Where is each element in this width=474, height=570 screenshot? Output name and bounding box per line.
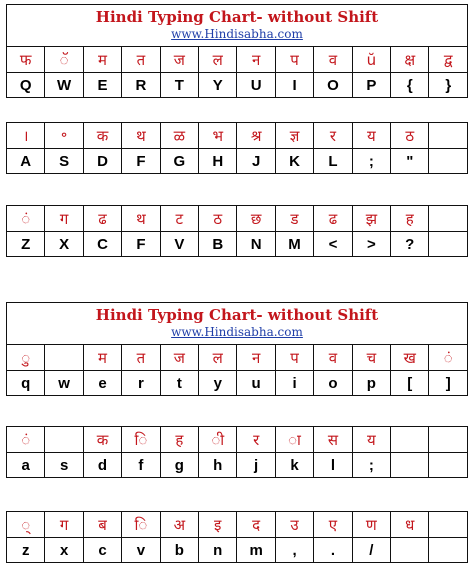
hindi-char-cell: द्व [429,47,468,73]
key-cell: W [45,73,83,98]
key-cell: Y [199,73,237,98]
hindi-char-cell [429,512,468,538]
key-cell: J [237,149,275,174]
key-cell: H [199,149,237,174]
hindi-char-cell: य [352,427,390,453]
key-cell: C [83,232,121,257]
hindi-char-cell [45,345,83,371]
hindi-char-cell: ख [391,345,429,371]
key-cell: X [45,232,83,257]
hindi-char-cell: ग [45,512,83,538]
key-cell: M [275,232,313,257]
key-cell: v [122,538,160,563]
key-cell: s [45,453,83,478]
hindi-char-cell: ण [352,512,390,538]
hindi-char-cell: ए [314,512,352,538]
chart-2-block-1 [6,344,468,396]
key-cell: Z [7,232,45,257]
hindi-char-cell: थ [122,206,160,232]
hindi-char-cell [45,427,83,453]
hindi-char-cell: ब [83,512,121,538]
key-cell: E [83,73,121,98]
hindi-char-cell: म [83,345,121,371]
key-cell: V [160,232,198,257]
hindi-char-cell: उ [275,512,313,538]
key-cell: n [199,538,237,563]
key-cell: T [160,73,198,98]
key-cell: S [45,149,83,174]
key-cell: N [237,232,275,257]
hindi-char-cell: म [83,47,121,73]
chart-1-header [6,4,468,46]
key-cell: g [160,453,198,478]
hindi-char-cell: ध [391,512,429,538]
key-cell: t [160,371,198,396]
key-cell: d [83,453,121,478]
hindi-char-cell: त [122,47,160,73]
key-cell: m [237,538,275,563]
hindi-char-cell: स [314,427,352,453]
key-cell: F [122,149,160,174]
key-cell [429,232,468,257]
chart-1-block-2 [6,122,468,174]
key-row [7,371,468,396]
hindi-char-cell: य [352,123,390,149]
hindi-char-cell: ॅ [45,47,83,73]
key-cell: ? [391,232,429,257]
hindi-char-cell: ट [160,206,198,232]
key-cell: D [83,149,121,174]
hindi-char-cell: र [314,123,352,149]
key-cell: > [352,232,390,257]
chart-2-title: Hindi Typing Chart- without Shift [95,306,379,324]
hindi-char-cell: ड [275,206,313,232]
hindi-char-cell: ं [7,206,45,232]
key-cell: h [199,453,237,478]
chart-1-block-3 [6,205,468,257]
hindi-char-cell: प [275,47,313,73]
hindi-char-cell: ळ [160,123,198,149]
key-cell: G [160,149,198,174]
hindi-char-cell: । [7,123,45,149]
hindi-char-cell: ल [199,345,237,371]
hindi-row [7,47,468,73]
key-cell: b [160,538,198,563]
key-cell: I [275,73,313,98]
hindi-row [7,345,468,371]
hindi-char-cell: अ [160,512,198,538]
hindi-char-cell: द [237,512,275,538]
hindi-char-cell: क्ष [391,47,429,73]
key-cell: ] [429,371,468,396]
key-cell: { [391,73,429,98]
hindi-char-cell: इ [199,512,237,538]
key-cell: / [352,538,390,563]
hindi-char-cell: थ [122,123,160,149]
hindi-char-cell: ठ [391,123,429,149]
hindi-char-cell: ॰ [45,123,83,149]
chart-2-header [6,302,468,344]
key-cell: z [7,538,45,563]
key-cell: p [352,371,390,396]
key-cell: q [7,371,45,396]
key-cell: c [83,538,121,563]
key-cell: r [122,371,160,396]
hindi-row [7,512,468,538]
key-cell: [ [391,371,429,396]
key-cell: L [314,149,352,174]
key-row [7,73,468,98]
hindi-char-cell [429,427,468,453]
hindi-char-cell: फ [7,47,45,73]
hindi-char-cell [391,427,429,453]
hindi-char-cell: ज [160,47,198,73]
hindi-char-cell: र [237,427,275,453]
hindi-char-cell: झ [352,206,390,232]
hindi-char-cell: ह [160,427,198,453]
key-cell: ; [352,453,390,478]
key-cell: o [314,371,352,396]
hindi-char-cell [429,123,468,149]
key-cell: Q [7,73,45,98]
hindi-char-cell: ी [199,427,237,453]
hindi-char-cell: ठ [199,206,237,232]
key-cell: k [275,453,313,478]
hindi-char-cell: ा [275,427,313,453]
chart-2-block-3 [6,511,468,563]
hindi-char-cell: क [83,427,121,453]
hindi-char-cell: ं [429,345,468,371]
key-cell: P [352,73,390,98]
key-cell: x [45,538,83,563]
hindi-char-cell: ि [122,427,160,453]
hindi-char-cell: न [237,345,275,371]
key-cell: O [314,73,352,98]
key-cell [429,538,468,563]
hindi-char-cell: भ [199,123,237,149]
hindi-char-cell: प [275,345,313,371]
key-cell: K [275,149,313,174]
hindi-char-cell: व [314,345,352,371]
hindi-char-cell: श्र [237,123,275,149]
key-cell: " [391,149,429,174]
key-cell: < [314,232,352,257]
hindi-char-cell: ं [7,427,45,453]
key-cell [391,538,429,563]
key-cell: , [275,538,313,563]
hindi-char-cell: च [352,345,390,371]
chart-2-url[interactable]: www.Hindisabha.com [171,325,303,339]
key-cell: y [199,371,237,396]
key-cell: ; [352,149,390,174]
hindi-char-cell: ŭ [352,47,390,73]
hindi-char-cell: ु [7,345,45,371]
hindi-char-cell: न [237,47,275,73]
key-cell: B [199,232,237,257]
hindi-char-cell: छ [237,206,275,232]
hindi-char-cell: ढ [314,206,352,232]
key-row [7,453,468,478]
chart-2-block-2 [6,426,468,478]
hindi-char-cell: ह [391,206,429,232]
key-cell [429,149,468,174]
hindi-char-cell [429,206,468,232]
key-cell: F [122,232,160,257]
hindi-char-cell: ग [45,206,83,232]
hindi-char-cell: ि [122,512,160,538]
key-cell: j [237,453,275,478]
hindi-row [7,427,468,453]
key-cell: i [275,371,313,396]
chart-1-block-1 [6,46,468,98]
hindi-char-cell: ज्ञ [275,123,313,149]
key-cell: R [122,73,160,98]
key-cell: a [7,453,45,478]
hindi-char-cell: ढ [83,206,121,232]
hindi-row [7,206,468,232]
key-cell: . [314,538,352,563]
hindi-char-cell: ् [7,512,45,538]
key-row [7,538,468,563]
hindi-char-cell: त [122,345,160,371]
key-row [7,149,468,174]
hindi-char-cell: ज [160,345,198,371]
key-cell: u [237,371,275,396]
key-row [7,232,468,257]
key-cell [391,453,429,478]
key-cell: U [237,73,275,98]
key-cell: w [45,371,83,396]
hindi-char-cell: क [83,123,121,149]
hindi-row [7,123,468,149]
key-cell: e [83,371,121,396]
chart-1-url[interactable]: www.Hindisabha.com [171,27,303,41]
hindi-char-cell: व [314,47,352,73]
key-cell: l [314,453,352,478]
key-cell: } [429,73,468,98]
key-cell: f [122,453,160,478]
key-cell: A [7,149,45,174]
hindi-char-cell: ल [199,47,237,73]
key-cell [429,453,468,478]
chart-1-title: Hindi Typing Chart- without Shift [95,8,379,26]
